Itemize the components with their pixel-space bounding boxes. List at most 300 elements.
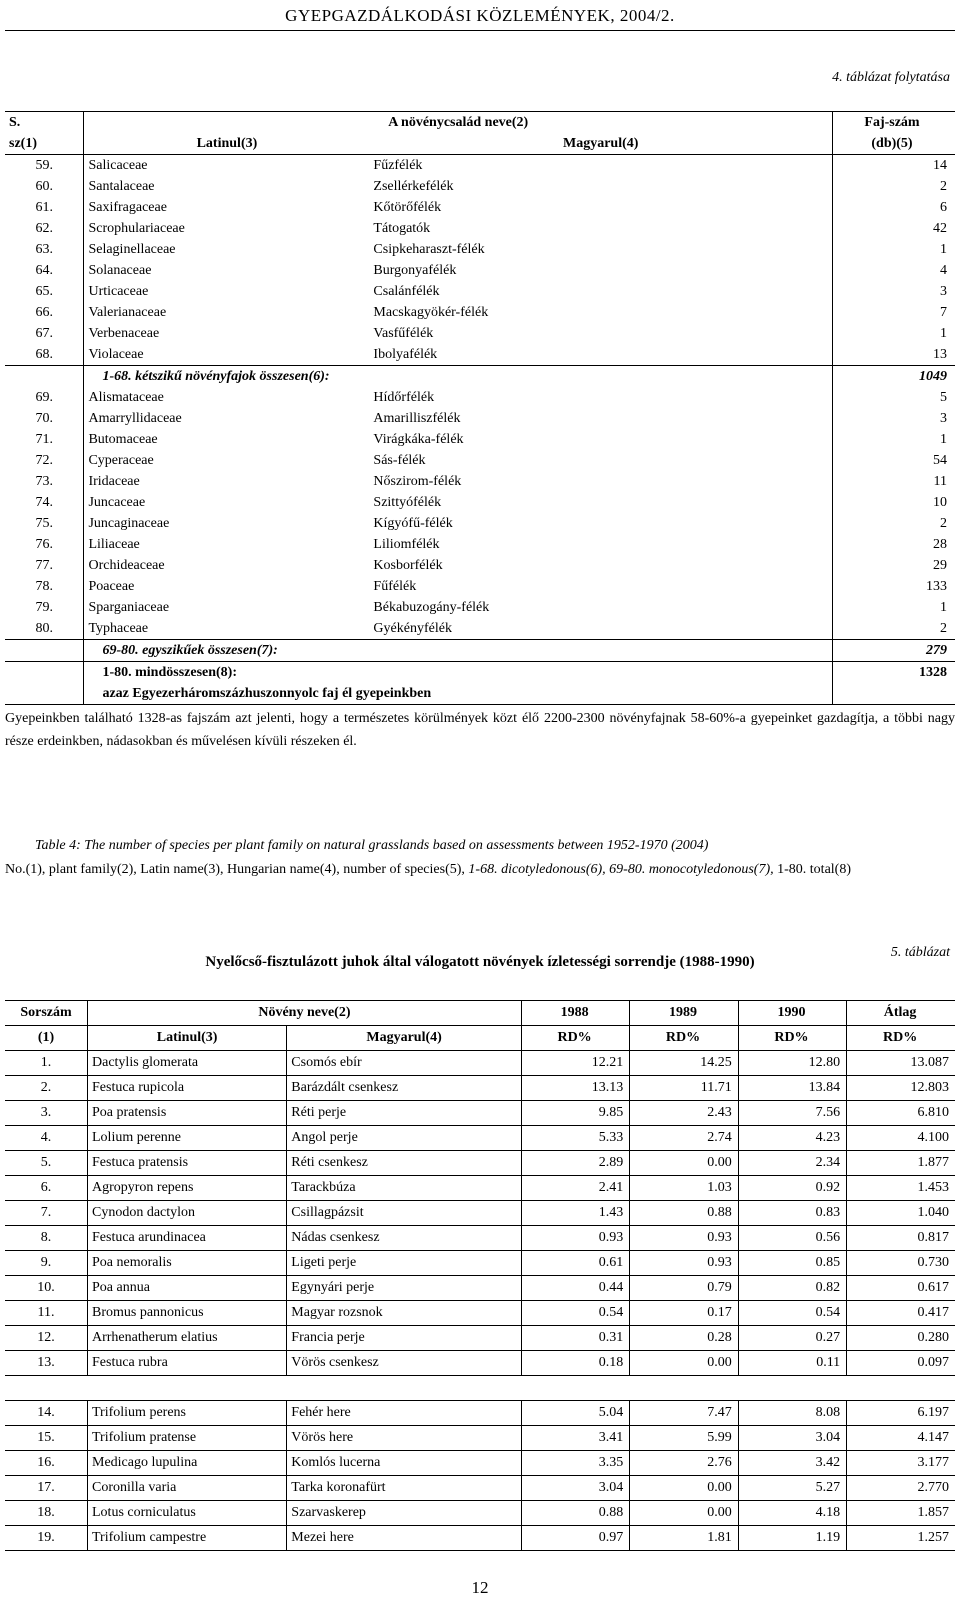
table4-row bbox=[5, 450, 955, 471]
rd-1989: 2.43 bbox=[630, 1101, 738, 1126]
rd-1990: 3.42 bbox=[738, 1451, 846, 1476]
row-number: 10. bbox=[5, 1276, 88, 1301]
latin-name: Dactylis glomerata bbox=[88, 1051, 287, 1076]
rd-1989: 1.81 bbox=[630, 1526, 738, 1551]
rd-average: 1.857 bbox=[847, 1501, 955, 1526]
legend-part-c: 1-80. total(8) bbox=[773, 862, 851, 877]
latin-name: Liliaceae bbox=[88, 537, 140, 552]
row-number: 12. bbox=[5, 1326, 88, 1351]
note-paragraph: Gyepeinkben található 1328-as fajszám azt jelenti, hogy a természetes körülmények közt élő 2200-2300 növényfajnak 58-60%-a gyepeinket gazdagítja, a többi nagy része erdeinkben, nádasokban és művelésen kívüli részeken él. bbox=[5, 711, 955, 749]
rd-average: 6.810 bbox=[847, 1101, 955, 1126]
species-count: 1 bbox=[832, 323, 955, 344]
table5-row bbox=[5, 1076, 955, 1101]
table5-row bbox=[5, 1201, 955, 1226]
table5-head-1989: 1989 bbox=[630, 1001, 738, 1026]
rd-1988: 0.31 bbox=[521, 1326, 629, 1351]
row-number: 3. bbox=[5, 1101, 88, 1126]
species-count: 7 bbox=[832, 302, 955, 323]
latin-name: Orchideaceae bbox=[88, 558, 165, 573]
rd-1990: 0.92 bbox=[738, 1176, 846, 1201]
hungarian-name: Hídőrfélék bbox=[373, 390, 435, 405]
row-number: 13. bbox=[5, 1351, 88, 1376]
row-number: 65. bbox=[5, 281, 84, 302]
species-count: 133 bbox=[832, 576, 955, 597]
header-rule bbox=[5, 30, 955, 31]
table5-head-rd-avg: RD% bbox=[847, 1026, 955, 1051]
rd-1989: 0.00 bbox=[630, 1501, 738, 1526]
row-number: 4. bbox=[5, 1126, 88, 1151]
hungarian-name: Kőtörőfélék bbox=[373, 200, 442, 215]
running-header: GYEPGAZDÁLKODÁSI KÖZLEMÉNYEK, 2004/2. bbox=[285, 6, 675, 25]
hungarian-name: Liliomfélék bbox=[373, 537, 440, 552]
table5-head-avg: Átlag bbox=[847, 1001, 955, 1026]
latin-name: Salicaceae bbox=[88, 158, 148, 173]
table5-head-hungarian: Magyarul(4) bbox=[287, 1026, 522, 1051]
rd-1988: 0.61 bbox=[521, 1251, 629, 1276]
latin-name: Urticaceae bbox=[88, 284, 149, 299]
latin-name: Festuca arundinacea bbox=[88, 1226, 287, 1251]
latin-name: Arrhenatherum elatius bbox=[88, 1326, 287, 1351]
latin-name: Lolium perenne bbox=[88, 1126, 287, 1151]
rd-1989: 0.00 bbox=[630, 1476, 738, 1501]
row-number: 15. bbox=[5, 1426, 88, 1451]
hungarian-name: Tarackbúza bbox=[287, 1176, 522, 1201]
row-number: 77. bbox=[5, 555, 84, 576]
species-count: 10 bbox=[832, 492, 955, 513]
table5-head-1988: 1988 bbox=[521, 1001, 629, 1026]
hungarian-name: Amarilliszfélék bbox=[373, 411, 461, 426]
total-note: azaz Egyezerháromszázhuszonnyolc faj él gyepeinkben bbox=[84, 683, 833, 705]
hungarian-name: Komlós lucerna bbox=[287, 1451, 522, 1476]
table5-head-sorszam: Sorszám bbox=[5, 1001, 88, 1026]
row-number: 71. bbox=[5, 429, 84, 450]
latin-name: Poa pratensis bbox=[88, 1101, 287, 1126]
latin-name: Poa nemoralis bbox=[88, 1251, 287, 1276]
rd-average: 1.040 bbox=[847, 1201, 955, 1226]
rd-1988: 9.85 bbox=[521, 1101, 629, 1126]
latin-name: Trifolium campestre bbox=[88, 1526, 287, 1551]
rd-average: 1.877 bbox=[847, 1151, 955, 1176]
rd-average: 0.617 bbox=[847, 1276, 955, 1301]
latin-name: Typhaceae bbox=[88, 621, 149, 636]
rd-1990: 2.34 bbox=[738, 1151, 846, 1176]
rd-average: 0.817 bbox=[847, 1226, 955, 1251]
hungarian-name: Vasfűfélék bbox=[373, 326, 434, 341]
latin-name: Solanaceae bbox=[88, 263, 152, 278]
table5-row bbox=[5, 1226, 955, 1251]
rd-1990: 4.18 bbox=[738, 1501, 846, 1526]
empty-cell bbox=[5, 640, 84, 662]
row-number: 73. bbox=[5, 471, 84, 492]
latin-name: Poa annua bbox=[88, 1276, 287, 1301]
table5-header-row-2 bbox=[5, 1026, 955, 1051]
latin-name: Juncaceae bbox=[88, 495, 146, 510]
species-count: 1 bbox=[832, 597, 955, 618]
hungarian-name: Réti perje bbox=[287, 1101, 522, 1126]
rd-1989: 0.93 bbox=[630, 1251, 738, 1276]
species-count: 28 bbox=[832, 534, 955, 555]
species-count: 42 bbox=[832, 218, 955, 239]
hungarian-name: Mezei here bbox=[287, 1526, 522, 1551]
rd-1989: 2.74 bbox=[630, 1126, 738, 1151]
latin-name: Cynodon dactylon bbox=[88, 1201, 287, 1226]
rd-average: 0.417 bbox=[847, 1301, 955, 1326]
total-row bbox=[5, 662, 955, 684]
hungarian-name: Békabuzogány-félék bbox=[373, 600, 490, 615]
table4-row bbox=[5, 176, 955, 197]
rd-1988: 2.41 bbox=[521, 1176, 629, 1201]
latin-name: Scrophulariaceae bbox=[88, 221, 185, 236]
rd-1988: 0.97 bbox=[521, 1526, 629, 1551]
rd-1989: 0.00 bbox=[630, 1151, 738, 1176]
dicot-sum-row-value: 1049 bbox=[832, 366, 955, 388]
rd-1989: 2.76 bbox=[630, 1451, 738, 1476]
row-number: 18. bbox=[5, 1501, 88, 1526]
row-number: 5. bbox=[5, 1151, 88, 1176]
row-number: 63. bbox=[5, 239, 84, 260]
table4-row bbox=[5, 534, 955, 555]
species-count: 3 bbox=[832, 281, 955, 302]
hungarian-name: Vörös csenkesz bbox=[287, 1351, 522, 1376]
row-number: 16. bbox=[5, 1451, 88, 1476]
table4-row bbox=[5, 555, 955, 576]
species-count: 13 bbox=[832, 344, 955, 366]
hungarian-name: Kosborfélék bbox=[373, 558, 443, 573]
hungarian-name: Barázdált csenkesz bbox=[287, 1076, 522, 1101]
rd-1990: 0.83 bbox=[738, 1201, 846, 1226]
row-number: 67. bbox=[5, 323, 84, 344]
latin-name: Trifolium perens bbox=[88, 1401, 287, 1426]
row-number: 60. bbox=[5, 176, 84, 197]
rd-1989: 11.71 bbox=[630, 1076, 738, 1101]
latin-name: Violaceae bbox=[88, 347, 144, 362]
species-count: 6 bbox=[832, 197, 955, 218]
latin-name: Cyperaceae bbox=[88, 453, 154, 468]
table4-row bbox=[5, 260, 955, 281]
hungarian-name: Nőszirom-félék bbox=[373, 474, 462, 489]
table4-head-family: A növénycsalád neve(2) bbox=[84, 112, 833, 134]
row-number: 64. bbox=[5, 260, 84, 281]
table4-row bbox=[5, 513, 955, 534]
empty-cell bbox=[5, 366, 84, 388]
rd-1990: 0.56 bbox=[738, 1226, 846, 1251]
rd-1989: 0.88 bbox=[630, 1201, 738, 1226]
rd-1989: 7.47 bbox=[630, 1401, 738, 1426]
legend-part-b: 1-68. dicotyledonous(6), 69-80. monocotyledonous(7), bbox=[468, 862, 774, 877]
table5-row bbox=[5, 1526, 955, 1551]
rd-average: 0.280 bbox=[847, 1326, 955, 1351]
hungarian-name: Fehér here bbox=[287, 1401, 522, 1426]
latin-name: Trifolium pratense bbox=[88, 1426, 287, 1451]
table5-head-1990: 1990 bbox=[738, 1001, 846, 1026]
latin-name: Juncaginaceae bbox=[88, 516, 170, 531]
row-number: 80. bbox=[5, 618, 84, 640]
table5-row bbox=[5, 1326, 955, 1351]
rd-1990: 0.27 bbox=[738, 1326, 846, 1351]
table5 bbox=[5, 1000, 955, 1551]
row-number: 8. bbox=[5, 1226, 88, 1251]
monocot-sum-row bbox=[5, 640, 955, 662]
table5-row bbox=[5, 1151, 955, 1176]
table5-row bbox=[5, 1401, 955, 1426]
species-count: 3 bbox=[832, 408, 955, 429]
hungarian-name: Magyar rozsnok bbox=[287, 1301, 522, 1326]
rd-1988: 12.21 bbox=[521, 1051, 629, 1076]
latin-name: Agropyron repens bbox=[88, 1176, 287, 1201]
rd-average: 4.100 bbox=[847, 1126, 955, 1151]
species-count: 1 bbox=[832, 239, 955, 260]
latin-name: Alismataceae bbox=[88, 390, 164, 405]
hungarian-name: Zsellérkefélék bbox=[373, 179, 454, 194]
latin-name: Festuca rupicola bbox=[88, 1076, 287, 1101]
hungarian-name: Angol perje bbox=[287, 1126, 522, 1151]
table4-head-s: S. bbox=[5, 112, 84, 134]
rd-1988: 5.33 bbox=[521, 1126, 629, 1151]
table4-row bbox=[5, 155, 955, 177]
rd-average: 3.177 bbox=[847, 1451, 955, 1476]
row-number: 17. bbox=[5, 1476, 88, 1501]
row-number: 59. bbox=[5, 155, 84, 177]
table5-head-sorszam-2: (1) bbox=[5, 1026, 88, 1051]
table4-head-hungarian: Magyarul(4) bbox=[369, 133, 832, 155]
rd-1990: 3.04 bbox=[738, 1426, 846, 1451]
table5-head-rd-1990: RD% bbox=[738, 1026, 846, 1051]
rd-average: 0.730 bbox=[847, 1251, 955, 1276]
table4-row bbox=[5, 197, 955, 218]
table4-continuation-label: 4. táblázat folytatása bbox=[832, 70, 950, 85]
rd-1988: 0.54 bbox=[521, 1301, 629, 1326]
latin-name: Selaginellaceae bbox=[88, 242, 176, 257]
table5-row bbox=[5, 1126, 955, 1151]
table4-caption: Table 4: The number of species per plant family on natural grasslands based on assessments between 1952-1970 (2004) bbox=[35, 838, 709, 853]
hungarian-name: Francia perje bbox=[287, 1326, 522, 1351]
hungarian-name: Ibolyafélék bbox=[373, 347, 438, 362]
empty-cell bbox=[5, 662, 84, 684]
rd-average: 12.803 bbox=[847, 1076, 955, 1101]
species-count: 54 bbox=[832, 450, 955, 471]
table5-row bbox=[5, 1051, 955, 1076]
rd-1990: 1.19 bbox=[738, 1526, 846, 1551]
table4-row bbox=[5, 429, 955, 450]
table4-head-latin: Latinul(3) bbox=[84, 133, 369, 155]
rd-1990: 8.08 bbox=[738, 1401, 846, 1426]
table4-row bbox=[5, 302, 955, 323]
table4-legend bbox=[5, 858, 955, 881]
rd-1989: 0.79 bbox=[630, 1276, 738, 1301]
row-number: 11. bbox=[5, 1301, 88, 1326]
hungarian-name: Gyékényfélék bbox=[373, 621, 452, 636]
rd-1988: 3.35 bbox=[521, 1451, 629, 1476]
table5-separator-row bbox=[5, 1376, 955, 1401]
table5-row bbox=[5, 1501, 955, 1526]
rd-1989: 14.25 bbox=[630, 1051, 738, 1076]
latin-name: Lotus corniculatus bbox=[88, 1501, 287, 1526]
row-number: 7. bbox=[5, 1201, 88, 1226]
table4-row bbox=[5, 408, 955, 429]
rd-1989: 0.17 bbox=[630, 1301, 738, 1326]
latin-name: Saxifragaceae bbox=[88, 200, 167, 215]
latin-name: Coronilla varia bbox=[88, 1476, 287, 1501]
latin-name: Valerianaceae bbox=[88, 305, 167, 320]
rd-1989: 0.28 bbox=[630, 1326, 738, 1351]
total-row-label: 1-80. mindösszesen(8): bbox=[84, 662, 833, 684]
rd-average: 0.097 bbox=[847, 1351, 955, 1376]
hungarian-name: Sás-félék bbox=[373, 453, 426, 468]
row-number: 61. bbox=[5, 197, 84, 218]
latin-name: Amarryllidaceae bbox=[88, 411, 182, 426]
total-row-value: 1328 bbox=[832, 662, 955, 684]
dicot-sum-row bbox=[5, 366, 955, 388]
table5-head-plant: Növény neve(2) bbox=[88, 1001, 522, 1026]
page-number: 12 bbox=[471, 1578, 489, 1597]
hungarian-name: Nádas csenkesz bbox=[287, 1226, 522, 1251]
species-count: 4 bbox=[832, 260, 955, 281]
row-number: 19. bbox=[5, 1526, 88, 1551]
table4-row bbox=[5, 471, 955, 492]
table4-row bbox=[5, 387, 955, 408]
table4-row bbox=[5, 344, 955, 366]
table4-row bbox=[5, 281, 955, 302]
row-number: 79. bbox=[5, 597, 84, 618]
latin-name: Festuca rubra bbox=[88, 1351, 287, 1376]
latin-name: Sparganiaceae bbox=[88, 600, 170, 615]
table4-row bbox=[5, 576, 955, 597]
table4-head-sz: sz(1) bbox=[5, 133, 84, 155]
table4-head-count-unit: (db)(5) bbox=[832, 133, 955, 155]
table4-row bbox=[5, 618, 955, 640]
hungarian-name: Macskagyökér-félék bbox=[373, 305, 489, 320]
rd-1990: 0.85 bbox=[738, 1251, 846, 1276]
hungarian-name: Tarka koronafürt bbox=[287, 1476, 522, 1501]
latin-name: Verbenaceae bbox=[88, 326, 160, 341]
hungarian-name: Szittyófélék bbox=[373, 495, 442, 510]
rd-1990: 7.56 bbox=[738, 1101, 846, 1126]
row-number: 69. bbox=[5, 387, 84, 408]
table5-row bbox=[5, 1476, 955, 1501]
rd-1988: 0.18 bbox=[521, 1351, 629, 1376]
hungarian-name: Burgonyafélék bbox=[373, 263, 457, 278]
row-number: 66. bbox=[5, 302, 84, 323]
table5-row bbox=[5, 1351, 955, 1376]
table5-head-rd-1988: RD% bbox=[521, 1026, 629, 1051]
rd-average: 2.770 bbox=[847, 1476, 955, 1501]
hungarian-name: Csipkeharaszt-félék bbox=[373, 242, 485, 257]
row-number: 9. bbox=[5, 1251, 88, 1276]
row-number: 1. bbox=[5, 1051, 88, 1076]
hungarian-name: Egynyári perje bbox=[287, 1276, 522, 1301]
rd-1990: 0.11 bbox=[738, 1351, 846, 1376]
table4-row bbox=[5, 239, 955, 260]
monocot-sum-row-label: 69-80. egyszikűek összesen(7): bbox=[84, 640, 833, 662]
rd-1988: 3.04 bbox=[521, 1476, 629, 1501]
dicot-sum-row-label: 1-68. kétszikű növényfajok összesen(6): bbox=[84, 366, 833, 388]
row-number: 62. bbox=[5, 218, 84, 239]
row-number: 68. bbox=[5, 344, 84, 366]
latin-name: Santalaceae bbox=[88, 179, 155, 194]
rd-1988: 0.93 bbox=[521, 1226, 629, 1251]
table5-row bbox=[5, 1101, 955, 1126]
row-number: 70. bbox=[5, 408, 84, 429]
rd-average: 1.257 bbox=[847, 1526, 955, 1551]
row-number: 2. bbox=[5, 1076, 88, 1101]
latin-name: Bromus pannonicus bbox=[88, 1301, 287, 1326]
species-count: 1 bbox=[832, 429, 955, 450]
hungarian-name: Fűfélék bbox=[373, 579, 417, 594]
table5-row bbox=[5, 1176, 955, 1201]
empty-cell bbox=[5, 683, 84, 705]
rd-1990: 5.27 bbox=[738, 1476, 846, 1501]
rd-1988: 2.89 bbox=[521, 1151, 629, 1176]
hungarian-name: Virágkáka-félék bbox=[373, 432, 464, 447]
table4-header-row-1 bbox=[5, 112, 955, 134]
table5-row bbox=[5, 1451, 955, 1476]
hungarian-name: Szarvaskerep bbox=[287, 1501, 522, 1526]
latin-name: Iridaceae bbox=[88, 474, 140, 489]
table5-row bbox=[5, 1251, 955, 1276]
empty-cell bbox=[832, 683, 955, 705]
table5-title: Nyelőcső-fisztulázott juhok által válogatott növények ízletességi sorrendje (1988-1990) bbox=[205, 954, 755, 970]
rd-1988: 3.41 bbox=[521, 1426, 629, 1451]
table5-row bbox=[5, 1276, 955, 1301]
latin-name: Festuca pratensis bbox=[88, 1151, 287, 1176]
rd-1988: 0.88 bbox=[521, 1501, 629, 1526]
rd-1988: 5.04 bbox=[521, 1401, 629, 1426]
monocot-sum-row-value: 279 bbox=[832, 640, 955, 662]
legend-part-a: No.(1), plant family(2), Latin name(3), Hungarian name(4), number of species(5), bbox=[5, 862, 469, 877]
rd-1989: 1.03 bbox=[630, 1176, 738, 1201]
rd-1990: 13.84 bbox=[738, 1076, 846, 1101]
table5-row bbox=[5, 1426, 955, 1451]
table5-head-latin: Latinul(3) bbox=[88, 1026, 287, 1051]
rd-1990: 4.23 bbox=[738, 1126, 846, 1151]
rd-average: 13.087 bbox=[847, 1051, 955, 1076]
hungarian-name: Fűzfélék bbox=[373, 158, 423, 173]
table4-row bbox=[5, 323, 955, 344]
latin-name: Butomaceae bbox=[88, 432, 158, 447]
species-count: 29 bbox=[832, 555, 955, 576]
rd-1989: 0.93 bbox=[630, 1226, 738, 1251]
total-note-row bbox=[5, 683, 955, 705]
hungarian-name: Kígyófű-félék bbox=[373, 516, 453, 531]
row-number: 75. bbox=[5, 513, 84, 534]
table4 bbox=[5, 111, 955, 705]
rd-1990: 12.80 bbox=[738, 1051, 846, 1076]
hungarian-name: Réti csenkesz bbox=[287, 1151, 522, 1176]
row-number: 76. bbox=[5, 534, 84, 555]
rd-average: 1.453 bbox=[847, 1176, 955, 1201]
hungarian-name: Csalánfélék bbox=[373, 284, 440, 299]
species-count: 14 bbox=[832, 155, 955, 177]
rd-1990: 0.82 bbox=[738, 1276, 846, 1301]
rd-1989: 0.00 bbox=[630, 1351, 738, 1376]
table4-header-row-2 bbox=[5, 133, 955, 155]
table4-row bbox=[5, 218, 955, 239]
rd-1989: 5.99 bbox=[630, 1426, 738, 1451]
table5-header-row-1 bbox=[5, 1001, 955, 1026]
latin-name: Medicago lupulina bbox=[88, 1451, 287, 1476]
rd-1988: 13.13 bbox=[521, 1076, 629, 1101]
table4-row bbox=[5, 597, 955, 618]
latin-name: Poaceae bbox=[88, 579, 135, 594]
table4-head-count: Faj-szám bbox=[832, 112, 955, 134]
row-number: 14. bbox=[5, 1401, 88, 1426]
species-count: 2 bbox=[832, 513, 955, 534]
hungarian-name: Tátogatók bbox=[373, 221, 431, 236]
hungarian-name: Csillagpázsit bbox=[287, 1201, 522, 1226]
rd-average: 4.147 bbox=[847, 1426, 955, 1451]
table5-row bbox=[5, 1301, 955, 1326]
rd-1988: 0.44 bbox=[521, 1276, 629, 1301]
